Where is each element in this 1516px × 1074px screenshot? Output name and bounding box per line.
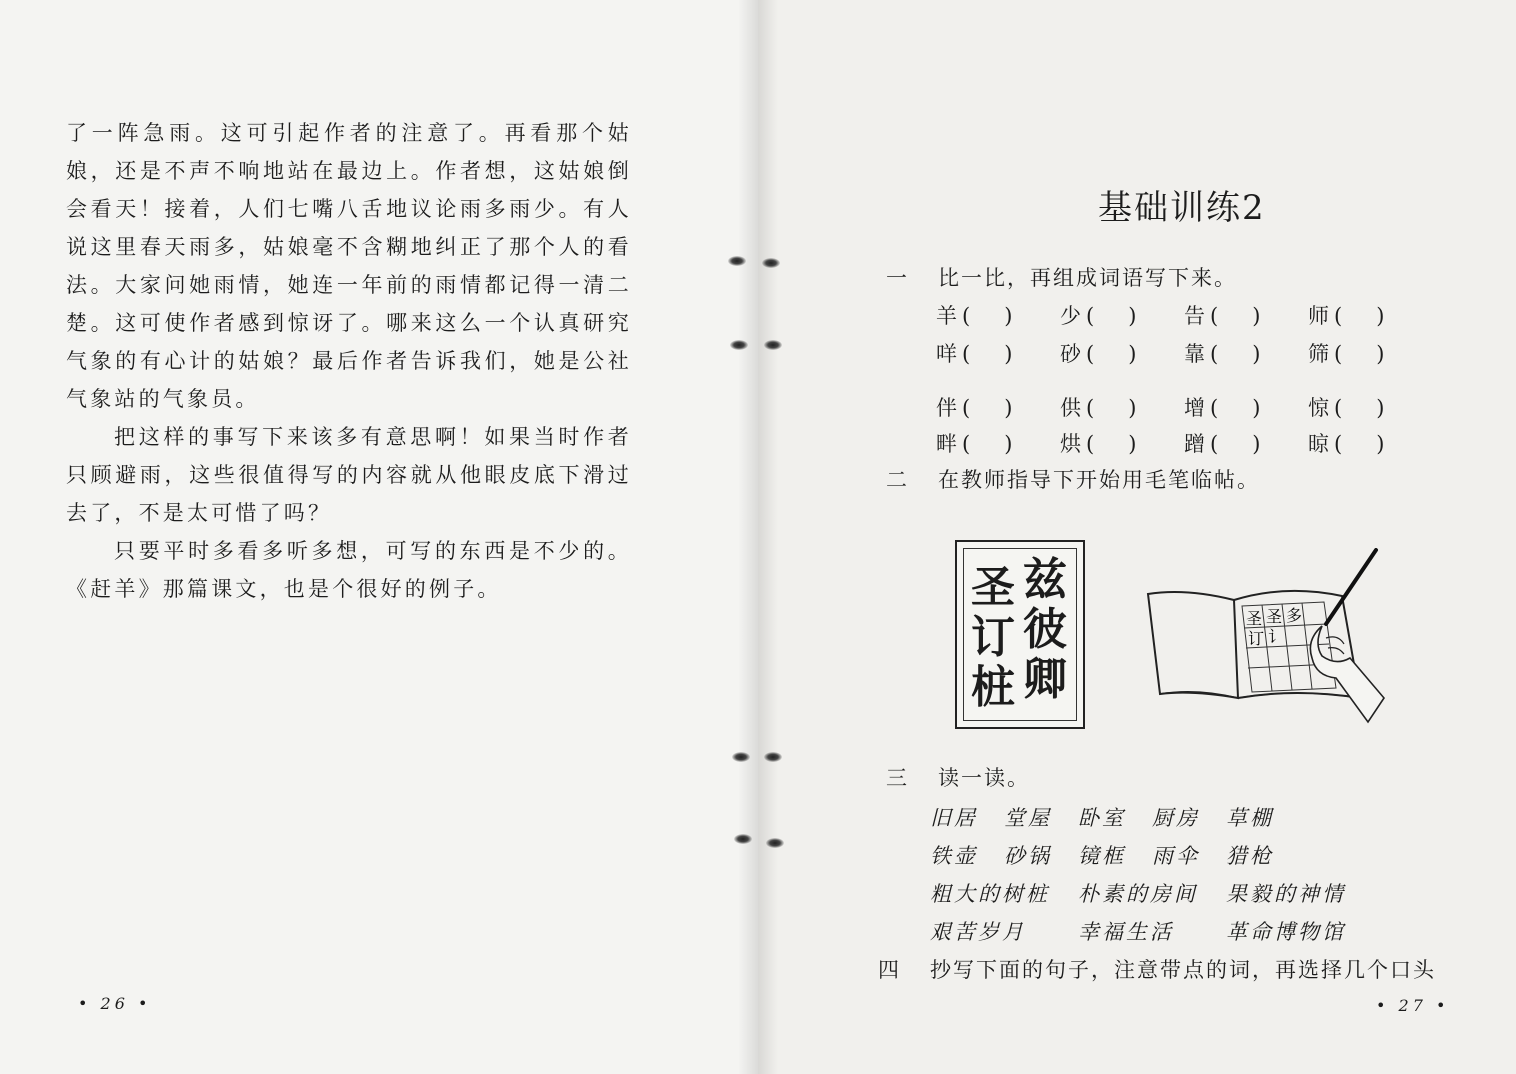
close-paren: ): [1252, 432, 1261, 456]
binding-mark: [730, 340, 748, 350]
grid-cell: [936, 392, 1012, 422]
grid-cell: [1184, 392, 1260, 422]
grid-cell: [1184, 300, 1260, 330]
section-2-number: 二: [886, 468, 909, 492]
open-paren: (: [1334, 432, 1343, 456]
grid-cell: [1184, 428, 1260, 458]
grid-char: 少: [1060, 304, 1081, 328]
binding-mark: [732, 752, 750, 762]
book-gutter: [738, 0, 778, 1074]
close-paren: ): [1004, 342, 1013, 366]
open-paren: (: [1334, 396, 1343, 420]
open-paren: (: [962, 342, 971, 366]
grid-row: [936, 338, 1456, 370]
grid-char: 供: [1060, 396, 1081, 420]
reading-word: 卧室: [1078, 806, 1126, 830]
binding-mark: [734, 834, 752, 844]
sheet-char: 多: [1286, 606, 1303, 625]
reading-row: [930, 840, 1490, 876]
close-paren: ): [1128, 432, 1137, 456]
grid-cell: [1308, 300, 1384, 330]
copybook-char: 订: [971, 612, 1015, 663]
grid-cell: [936, 300, 1012, 330]
open-paren: (: [1086, 304, 1095, 328]
grid-cell: [1060, 300, 1136, 330]
close-paren: ): [1128, 342, 1137, 366]
open-paren: (: [1334, 342, 1343, 366]
open-paren: (: [1210, 304, 1219, 328]
section-3-number: 三: [886, 766, 909, 790]
sheet-char: 订: [1248, 629, 1265, 648]
reading-word: 幸福生活: [1078, 920, 1174, 944]
close-paren: ): [1376, 396, 1385, 420]
close-paren: ): [1004, 432, 1013, 456]
close-paren: ): [1376, 432, 1385, 456]
open-paren: (: [962, 396, 971, 420]
sheet-char: 圣: [1246, 609, 1263, 628]
section-3-text: 读一读。: [938, 766, 1030, 790]
close-paren: ): [1376, 342, 1385, 366]
grid-cell: [1308, 338, 1384, 368]
close-paren: ): [1004, 304, 1013, 328]
sheet-char: 讠: [1268, 627, 1285, 646]
binding-mark: [728, 256, 746, 266]
right-page: [758, 0, 1516, 1074]
open-paren: (: [1210, 432, 1219, 456]
grid-char: 蹭: [1184, 432, 1205, 456]
grid-row: [936, 428, 1456, 460]
copybook-char: 兹: [1023, 554, 1067, 605]
reading-row: [930, 878, 1490, 914]
close-paren: ): [1128, 396, 1137, 420]
reading-word: 旧居: [930, 806, 978, 830]
binding-mark: [766, 838, 784, 848]
reading-word: 厨房: [1152, 806, 1200, 830]
page-number-right: • 27 •: [1376, 996, 1450, 1015]
page-number-left: • 26 •: [78, 994, 152, 1013]
binding-mark: [764, 752, 782, 762]
grid-cell: [936, 338, 1012, 368]
copybook-char: 卿: [1023, 654, 1067, 705]
grid-char: 靠: [1184, 342, 1205, 366]
grid-cell: [936, 428, 1012, 458]
open-paren: (: [962, 432, 971, 456]
sheet-char: 圣: [1266, 607, 1283, 626]
grid-char: 筛: [1308, 342, 1329, 366]
grid-char: 伴: [936, 396, 957, 420]
section-4-heading: [878, 954, 1436, 984]
reading-word: 艰苦岁月: [930, 920, 1026, 944]
section-4-text: 抄写下面的句子，注意带点的词，再选择几个口头: [930, 958, 1436, 982]
grid-char: 增: [1184, 396, 1205, 420]
open-paren: (: [1086, 342, 1095, 366]
open-paren: (: [1210, 342, 1219, 366]
reading-word: 粗大的树桩: [930, 882, 1050, 906]
reading-word: 镜框: [1078, 844, 1126, 868]
paragraph-1: 了一阵急雨。这可引起作者的注意了。再看那个姑娘，还是不声不响地站在最边上。作者想，这姑娘倒会看天！接着，人们七嘴八舌地议论雨多雨少。有人说这里春天雨多，姑娘毫不含糊地纠正了那个人的看法。大家问她雨情，她连一年前的雨情都记得一清二楚。这可使作者感到惊讶了。哪来这么一个认真研究气象的有心计的姑娘？最后作者告诉我们，她是公社气象站的气象员。: [66, 121, 632, 411]
section-3-heading: [886, 762, 1030, 792]
reading-row: [930, 916, 1490, 952]
grid-row: [936, 300, 1456, 332]
reading-word: 雨伞: [1152, 844, 1200, 868]
exercise-title: 基础训练2: [1098, 188, 1266, 228]
open-paren: (: [1210, 396, 1219, 420]
grid-cell: [1060, 338, 1136, 368]
copybook-char: 圣: [971, 562, 1015, 613]
brush-writing-illustration: [1146, 548, 1396, 738]
copybook-char: 桩: [971, 662, 1015, 713]
grid-char: 师: [1308, 304, 1329, 328]
close-paren: ): [1128, 304, 1137, 328]
reading-row: [930, 802, 1490, 838]
reading-word: 砂锅: [1004, 844, 1052, 868]
section-1-text: 比一比，再组成词语写下来。: [938, 266, 1237, 290]
binding-mark: [762, 258, 780, 268]
grid-char: 烘: [1060, 432, 1081, 456]
section-4-number: 四: [878, 958, 901, 982]
grid-cell: [1060, 392, 1136, 422]
reading-word: 猎枪: [1226, 844, 1274, 868]
grid-cell: [1060, 428, 1136, 458]
close-paren: ): [1252, 396, 1261, 420]
section-1-heading: [886, 262, 1237, 292]
grid-char: 畔: [936, 432, 957, 456]
paragraph-3: 只要平时多看多听多想，可写的东西是不少的。《赶羊》那篇课文，也是个很好的例子。: [66, 539, 632, 601]
reading-word: 朴素的房间: [1078, 882, 1198, 906]
grid-cell: [1308, 392, 1384, 422]
open-paren: (: [1086, 432, 1095, 456]
grid-char: 羊: [936, 304, 957, 328]
reading-word: 草棚: [1226, 806, 1274, 830]
close-paren: ): [1376, 304, 1385, 328]
paragraph-2: 把这样的事写下来该多有意思啊！如果当时作者只顾避雨，这些很值得写的内容就从他眼皮底下滑过去了，不是太可惜了吗？: [66, 425, 632, 525]
open-paren: (: [1086, 396, 1095, 420]
grid-row: [936, 392, 1456, 424]
section-1-number: 一: [886, 266, 909, 290]
reading-word: 革命博物馆: [1226, 920, 1346, 944]
calligraphy-copybook: [955, 540, 1085, 729]
reading-word: 铁壶: [930, 844, 978, 868]
open-paren: (: [1334, 304, 1343, 328]
close-paren: ): [1004, 396, 1013, 420]
binding-mark: [764, 340, 782, 350]
grid-char: 告: [1184, 304, 1205, 328]
section-2-text: 在教师指导下开始用毛笔临帖。: [938, 468, 1260, 492]
grid-char: 咩: [936, 342, 957, 366]
reading-word: 堂屋: [1004, 806, 1052, 830]
grid-char: 晾: [1308, 432, 1329, 456]
open-paren: (: [962, 304, 971, 328]
reading-word: 果毅的神情: [1226, 882, 1346, 906]
close-paren: ): [1252, 342, 1261, 366]
close-paren: ): [1252, 304, 1261, 328]
section-2-heading: [886, 464, 1260, 494]
grid-cell: [1308, 428, 1384, 458]
grid-char: 砂: [1060, 342, 1081, 366]
copybook-char: 彼: [1023, 604, 1067, 655]
grid-char: 惊: [1308, 396, 1329, 420]
grid-cell: [1184, 338, 1260, 368]
